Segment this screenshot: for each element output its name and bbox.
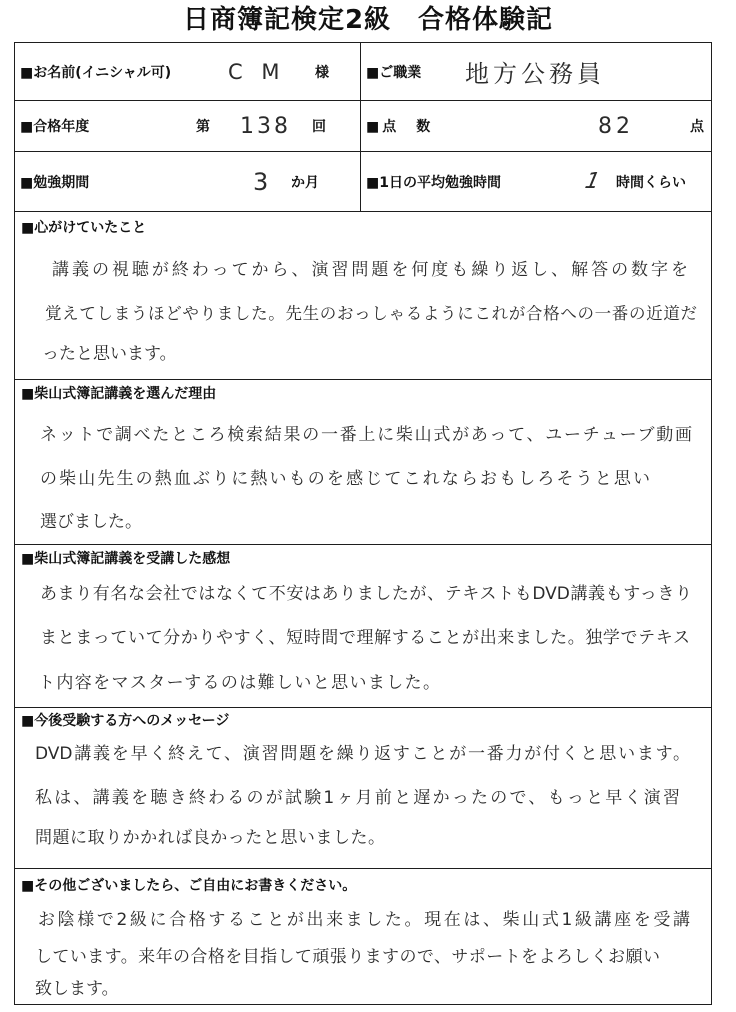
section-reason [15, 379, 711, 544]
section-heading: ■柴山式簿記講義を選んだ理由 [21, 386, 217, 402]
handwritten-line: 覚えてしまうほどやりました。先生のおっしゃるようにこれが合格への一番の近道だ [45, 304, 697, 323]
handwritten-line: お陰様で2級に合格することが出来ました。現在は、柴山式1級講座を受講 [38, 910, 690, 930]
daily-study-value: 1 [579, 169, 605, 194]
section-heading: ■その他ございましたら、ご自由にお書きください。 [21, 878, 357, 894]
exam-round-value: 138 [240, 113, 291, 139]
page-title: 日商簿記検定2級 合格体験記 [182, 5, 554, 35]
handwritten-line: 講義の視聴が終わってから、演習問題を何度も繰り返し、解答の数字を [52, 260, 688, 280]
study-period-value: 3 [253, 167, 269, 196]
daily-study-label: ■1日の平均勉強時間 [366, 174, 501, 191]
name-occupation-row [15, 43, 711, 100]
handwritten-line: 問題に取りかかれば良かったと思いました。 [35, 828, 385, 848]
handwritten-line: ったと思います。 [42, 344, 177, 364]
exam-round-prefix: 第 [196, 119, 210, 135]
handwritten-line: の柴山先生の熱血ぶりに熱いものを感じてこれならおもしろそうと思い [40, 469, 650, 489]
handwritten-line: しています。来年の合格を目指して頑張りますので、サポートをよろしくお願い [35, 947, 660, 967]
occupation-label: ■ご職業 [366, 64, 422, 81]
section-heading: ■心がけていたこと [21, 220, 147, 236]
section-message [15, 707, 711, 868]
section-impressions [15, 544, 711, 707]
exam-round-suffix: 回 [312, 119, 326, 135]
daily-study-suffix: 時間くらい [616, 174, 686, 191]
name-suffix: 様 [315, 64, 329, 81]
score-label: ■点 数 [366, 119, 434, 135]
handwritten-line: 私は、講義を聴き終わるのが試験1ヶ月前と遅かったので、もっと早く演習 [35, 788, 680, 808]
handwritten-line: ネットで調べたところ検索結果の一番上に柴山式があって、ユーチューブ動画 [40, 425, 692, 445]
score-suffix: 点 [690, 119, 704, 135]
name-value: C M [228, 59, 286, 84]
study-period-suffix: か月 [291, 174, 319, 191]
score-value: 82 [598, 113, 634, 139]
handwritten-line: 選びました。 [40, 512, 142, 532]
handwritten-line: ト内容をマスターするのは難しいと思いました。 [38, 673, 440, 693]
study-time-row [15, 151, 711, 211]
section-other [15, 868, 711, 1003]
report-form [14, 42, 712, 1005]
occupation-value: 地方公務員 [465, 60, 605, 88]
exam-round-label: ■合格年度 [20, 119, 90, 135]
handwritten-line: DVD講義を早く終えて、演習問題を繰り返すことが一番力が付くと思います。 [35, 744, 690, 764]
study-period-label: ■勉強期間 [20, 174, 90, 191]
handwritten-line: あまり有名な会社ではなくて不安はありましたが、テキストもDVD講義もすっきり [40, 584, 692, 604]
exam-score-row [15, 100, 711, 151]
section-tips [15, 211, 711, 379]
handwritten-line: まとまっていて分かりやすく、短時間で理解することが出来ました。独学でテキス [40, 628, 690, 648]
daily-study-value-cell [579, 152, 605, 211]
handwritten-line: 致します。 [35, 979, 119, 999]
section-heading: ■今後受験する方へのメッセージ [21, 713, 230, 729]
section-heading: ■柴山式簿記講義を受講した感想 [21, 551, 231, 567]
name-label: ■お名前(イニシャル可) [20, 64, 172, 81]
